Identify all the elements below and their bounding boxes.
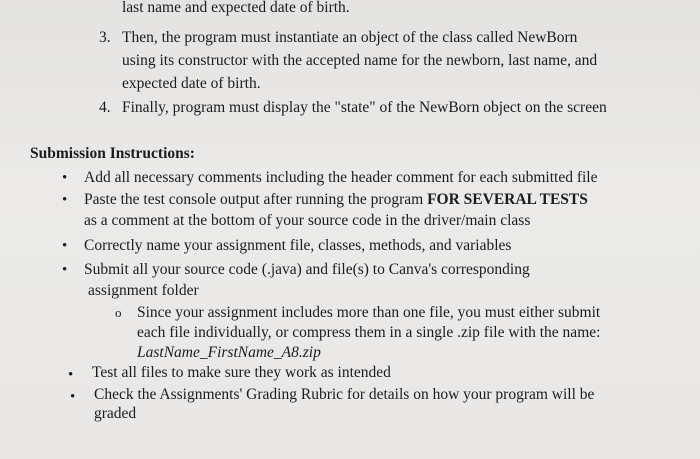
bullet-item-2-line2: as a comment at the bottom of your source code in the driver/main class [84, 212, 531, 229]
bullet-dot-2: • [62, 192, 68, 208]
item3-line2: using its constructor with the accepted name for the newborn, last name, and [122, 52, 598, 69]
bullet-dot-5: • [68, 367, 74, 383]
item3-line3: expected date of birth. [122, 75, 261, 92]
bullet-item-1: Add all necessary comments including the header comment for each submitted file [84, 169, 598, 186]
bullet-item-2-emphasis: FOR SEVERAL TESTS [427, 191, 588, 208]
sub-item-line1: Since your assignment includes more than one file, you must either submit [137, 304, 601, 321]
sub-item-filename: LastName_FirstName_A8.zip [137, 344, 321, 361]
bullet-item-6-line2: graded [94, 405, 137, 422]
bullet-dot-1: • [62, 170, 68, 186]
bullet-dot-6: • [70, 389, 76, 405]
sub-bullet-marker: o [115, 305, 122, 320]
bullet-item-3: Correctly name your assignment file, classes, methods, and variables [84, 237, 512, 254]
bullet-dot-3: • [62, 238, 68, 254]
bullet-item-6-line1: Check the Assignments' Grading Rubric for details on how your program will be [94, 386, 595, 403]
item4-line: Finally, program must display the "state" of the NewBorn object on the screen [122, 99, 607, 116]
item3-line1: Then, the program must instantiate an object of the class called NewBorn [122, 29, 578, 46]
bullet-item-2-line1 [84, 190, 588, 210]
item4-number: 4. [99, 99, 111, 116]
sub-item-line2: each file individually, or compress them in a single .zip file with the name: [137, 324, 601, 341]
item2-continuation: last name and expected date of birth. [122, 0, 350, 16]
submission-heading: Submission Instructions: [30, 145, 195, 162]
item3-number: 3. [99, 29, 111, 46]
bullet-dot-4: • [62, 262, 68, 278]
bullet-item-4-line1: Submit all your source code (.java) and file(s) to Canva's corresponding [84, 261, 530, 278]
bullet-item-4-line2: assignment folder [88, 282, 199, 299]
bullet-item-2-plain: Paste the test console output after running the program [84, 191, 428, 208]
bullet-item-5: Test all files to make sure they work as intended [92, 364, 391, 381]
